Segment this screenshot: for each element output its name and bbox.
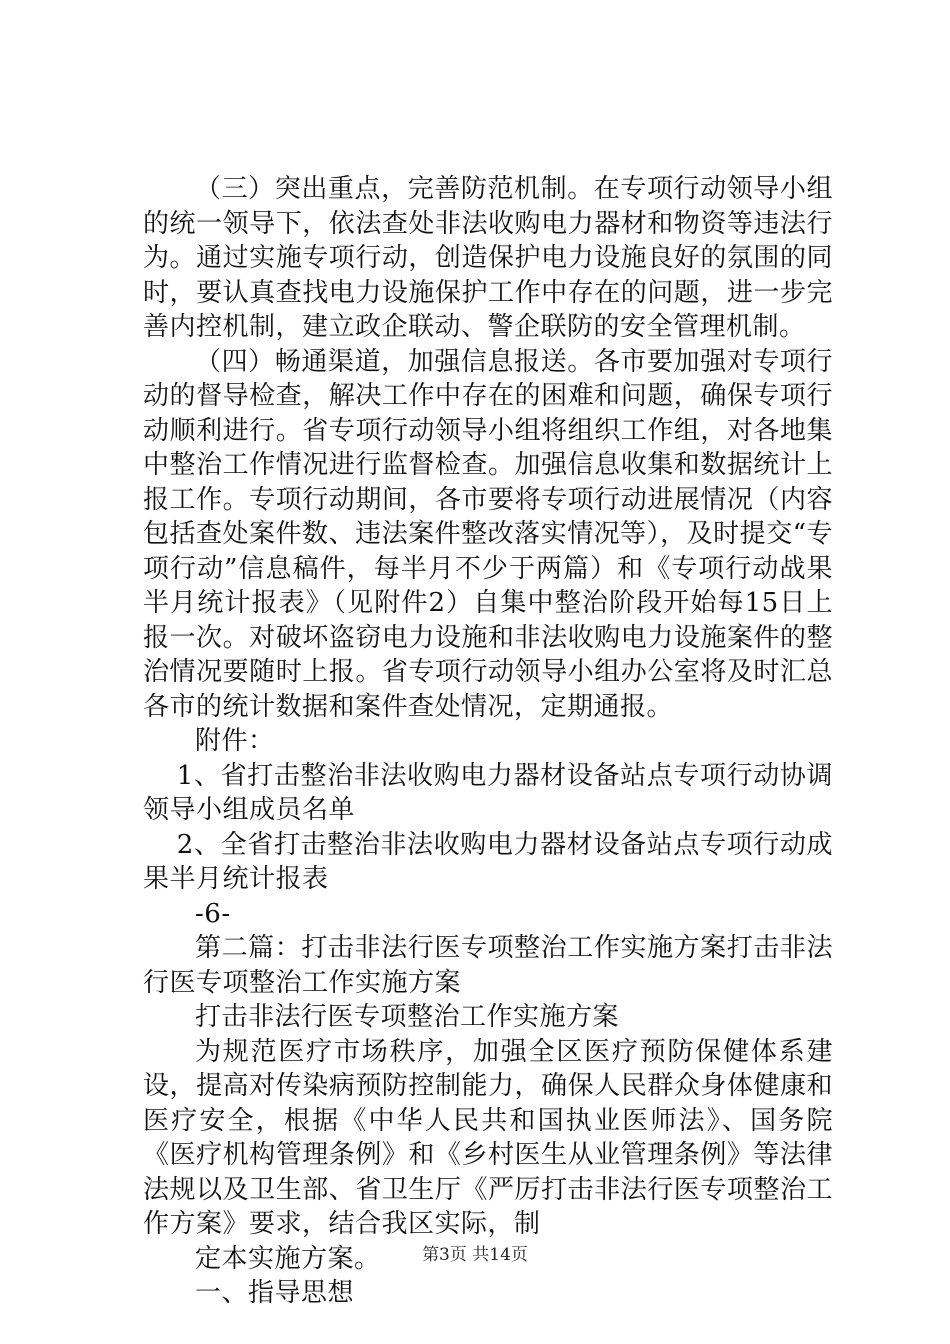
- paragraph-prevention-mechanism: （三）突出重点，完善防范机制。在专项行动领导小组的统一领导下，依法查处非法收购电力器材和物资等违法行为。通过实施专项行动，创造保护电力设施良好的氛围的同时，要认真查找电力设施保护工作中存在的问题，进一步完善内控机制，建立政企联动、警企联防的安全管理机制。: [143, 174, 833, 342]
- attachments-heading: 附件：: [195, 726, 275, 756]
- page-footer: 第3页 共14页: [422, 1245, 528, 1265]
- document-body: [143, 172, 833, 1311]
- paragraph-plan-purpose-end: 定本实施方案。: [195, 1243, 381, 1274]
- attachment-item-2: 2、全省打击整治非法收购电力器材设备站点专项行动成果半月统计报表: [143, 829, 833, 894]
- paragraph-plan-purpose: 为规范医疗市场秩序，加强全区医疗预防保健体系建设，提高对传染病预防控制能力，确保人民群众身体健康和医疗安全，根据《中华人民共和国执业医师法》、国务院《医疗机构管理条例》和《乡村医生从业管理条例》等法律法规以及卫生部、省卫生厅《严厉打击非法行医专项整治工作方案》要求，结合我区实际，制: [143, 1036, 833, 1239]
- paragraph-information-reporting: （四）畅通渠道，加强信息报送。各市要加强对专项行动的督导检查，解决工作中存在的困难和问题，确保专项行动顺利进行。省专项行动领导小组将组织工作组，对各地集中整治工作情况进行监督检查。加强信息收集和数据统计上报工作。专项行动期间，各市要将专项行动进展情况（内容包括查处案件数、违法案件整改落实情况等），及时提交“专项行动”信息稿件，每半月不少于两篇）和《专项行动战果半月统计报表》（见附件2）自集中整治阶段开始每15日上报一次。对破坏盗窃电力设施和非法收购电力设施案件的整治情况要随时上报。省专项行动领导小组办公室将及时汇总各市的统计数据和案件查处情况，定期通报。: [143, 346, 833, 722]
- plan-title: 打击非法行医专项整治工作实施方案: [195, 1002, 620, 1032]
- inner-page-number: -6-: [195, 898, 231, 929]
- attachment-item-1: 1、省打击整治非法收购电力器材设备站点专项行动协调领导小组成员名单: [143, 760, 833, 825]
- section-heading-guiding-ideology: 一、指导思想: [195, 1278, 355, 1308]
- second-article-heading: 第二篇：打击非法行医专项整治工作实施方案打击非法行医专项整治工作实施方案: [143, 933, 833, 998]
